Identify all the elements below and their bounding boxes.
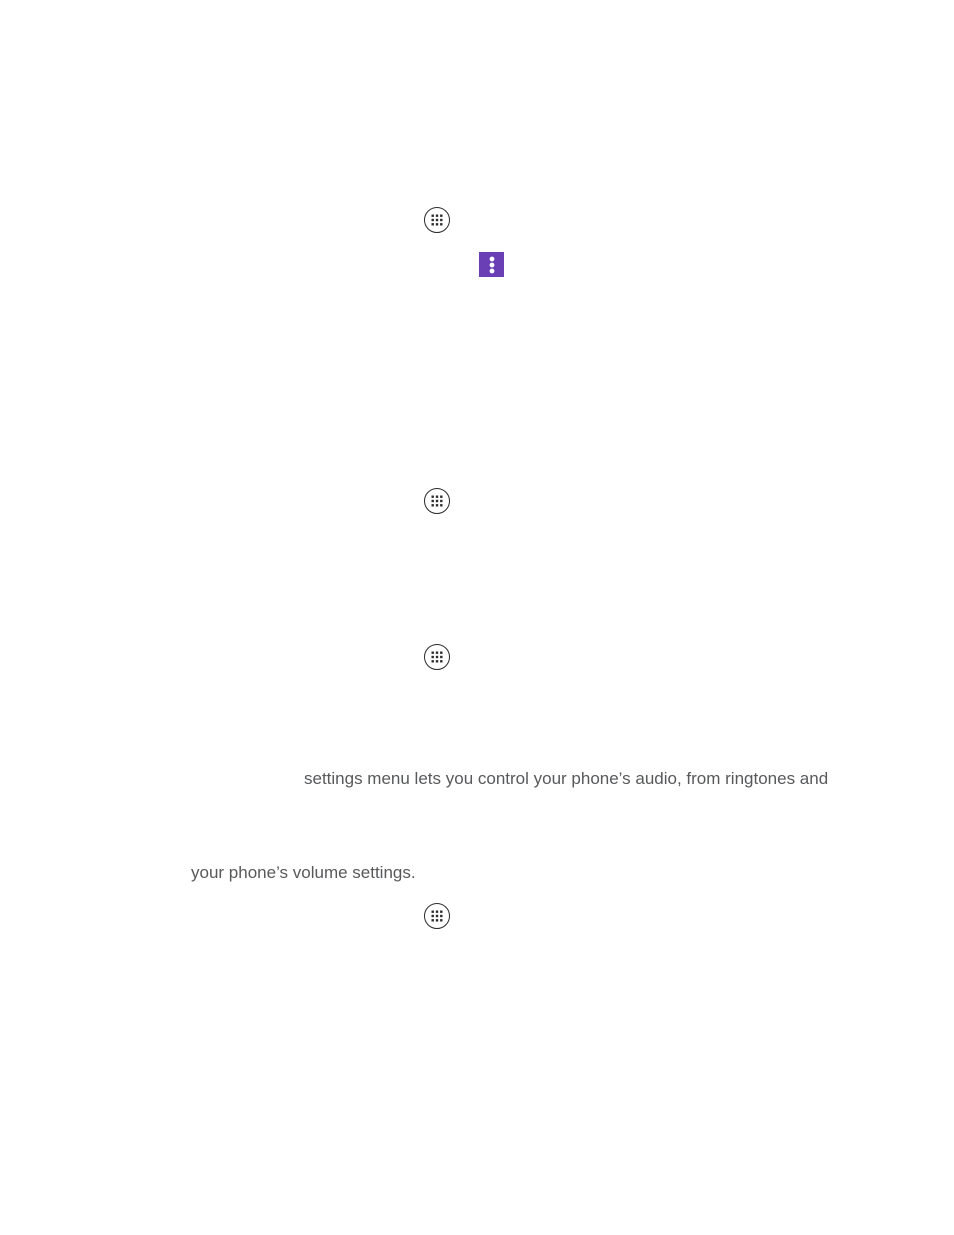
volume-settings-line: your phone’s volume settings. — [191, 863, 416, 882]
apps-icon — [424, 207, 450, 233]
settings-description-line: settings menu lets you control your phone’s audio, from ringtones and — [304, 769, 829, 788]
apps-icon — [424, 903, 450, 929]
apps-icon — [424, 644, 450, 670]
menu-icon — [479, 252, 504, 277]
apps-icon — [424, 488, 450, 514]
